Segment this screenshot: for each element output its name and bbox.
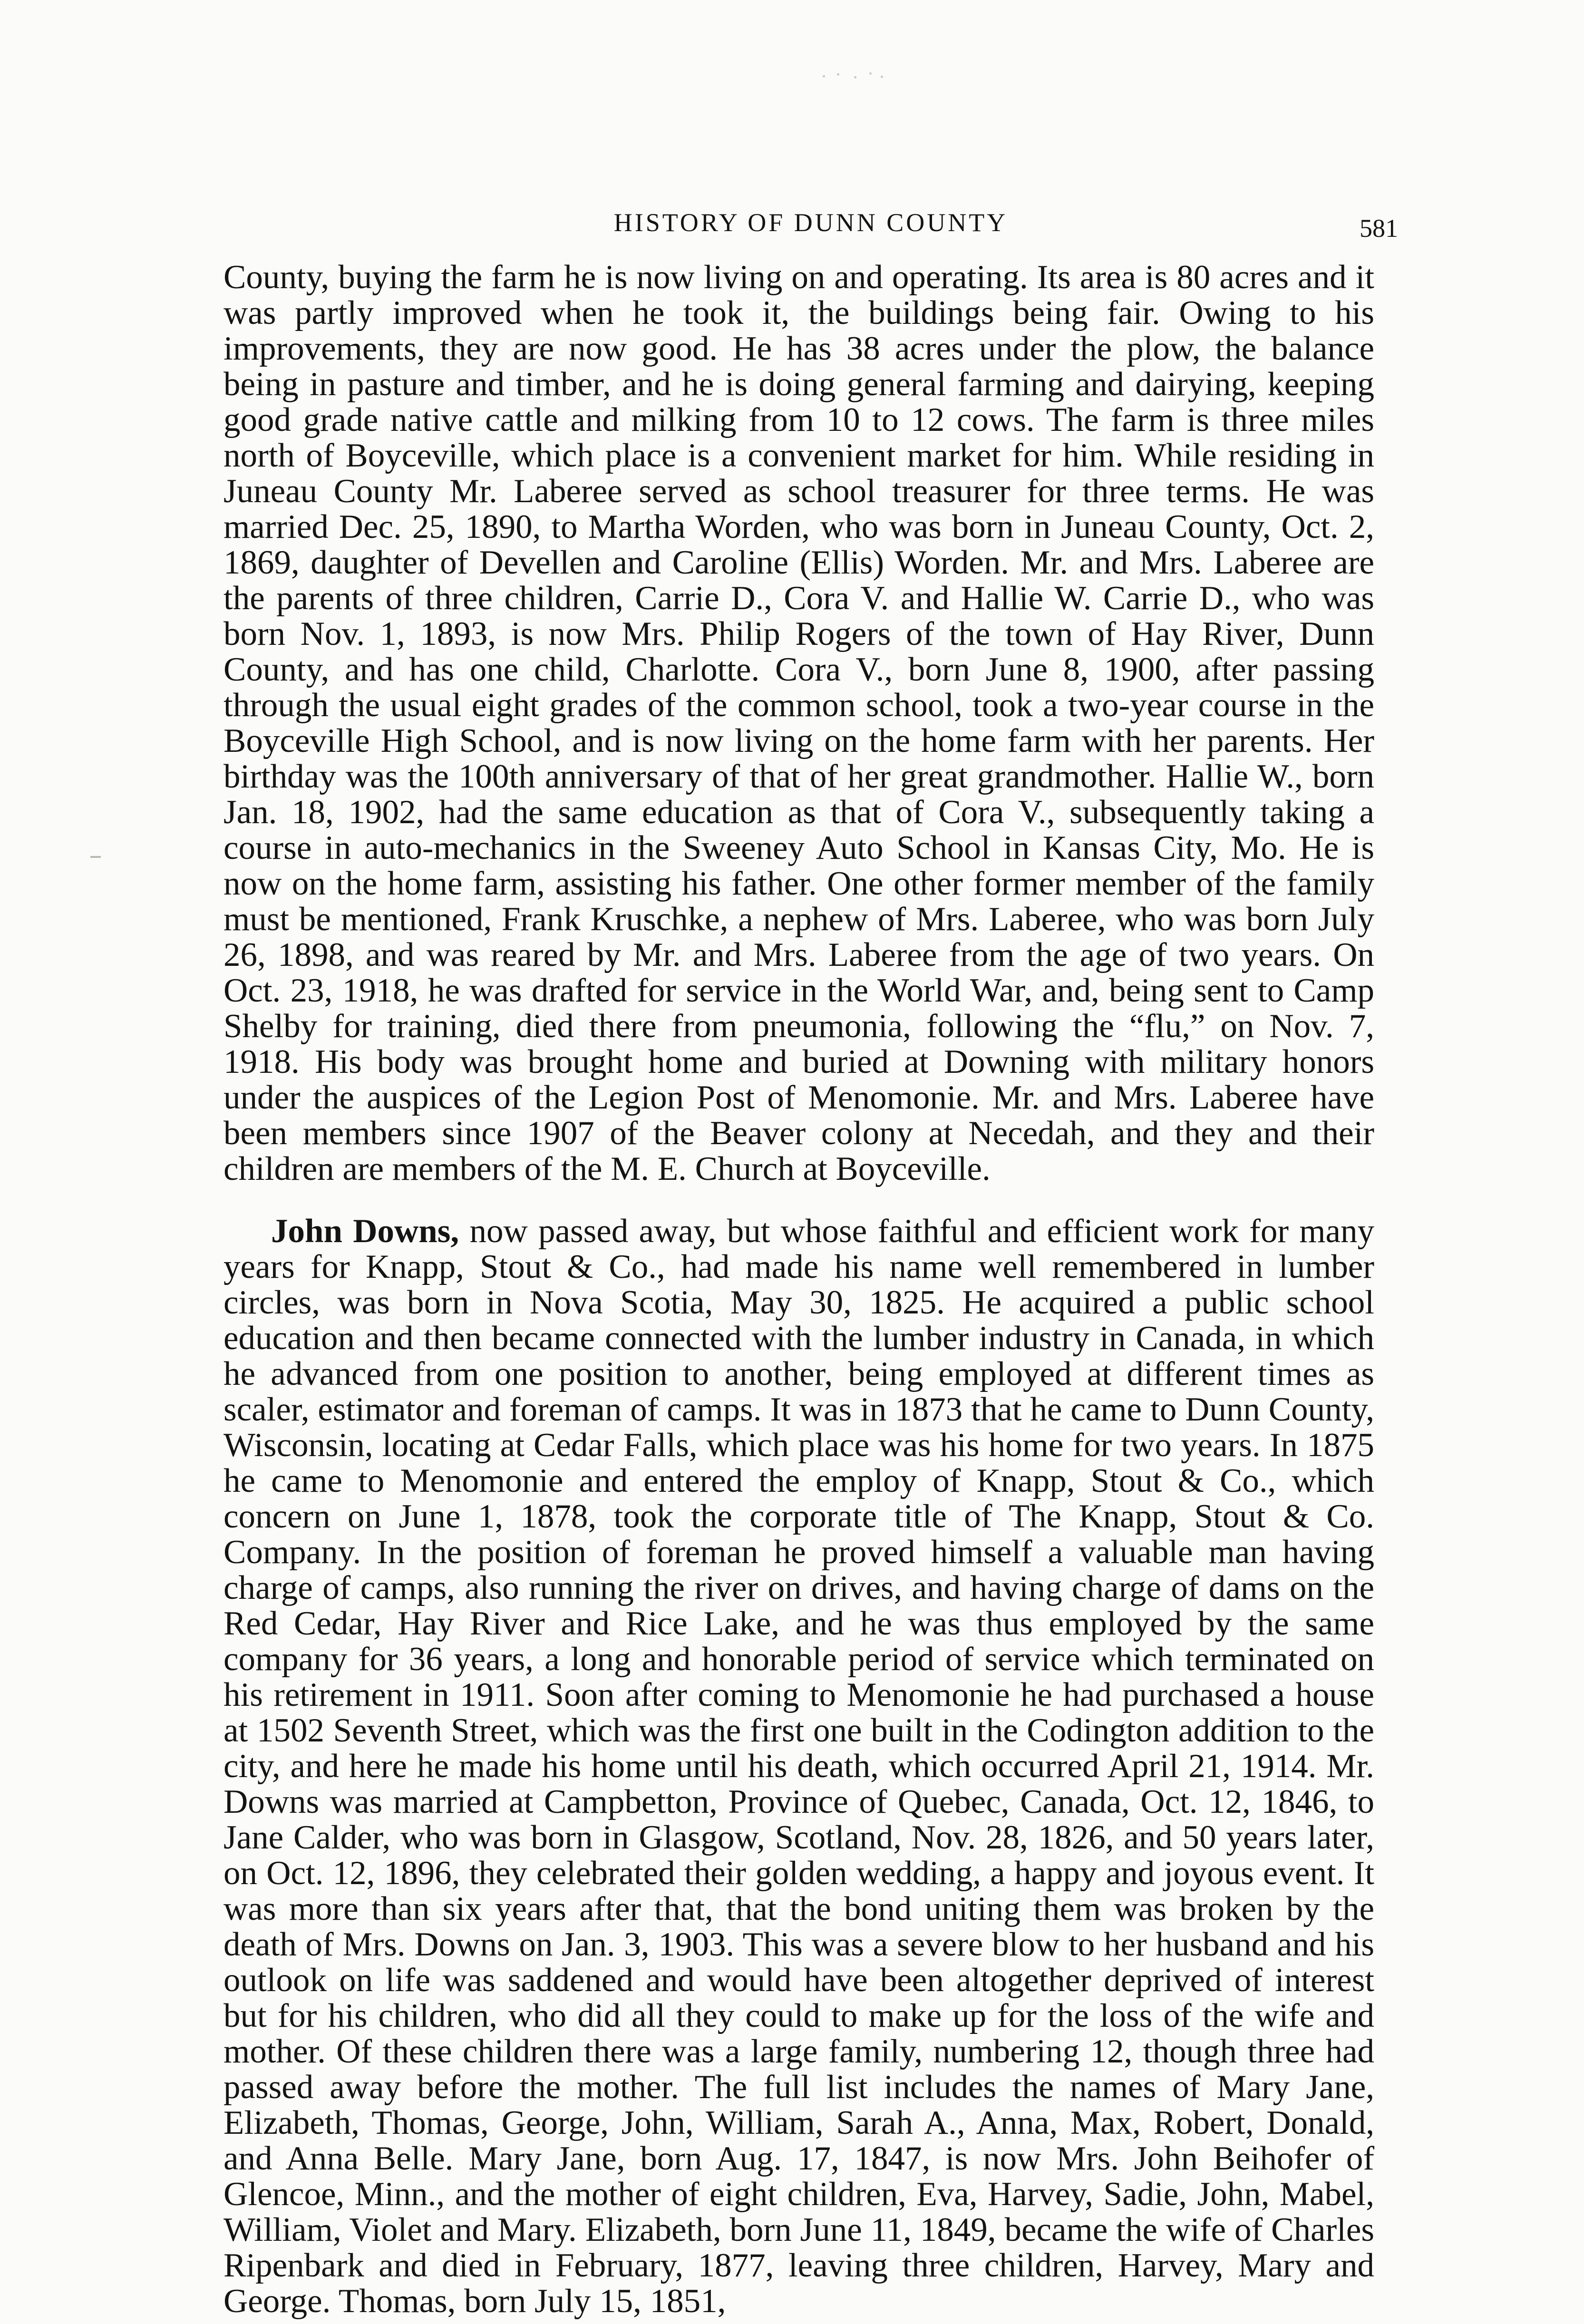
- running-head: [224, 204, 1398, 242]
- biography-entry-john-downs: [224, 1214, 1374, 2319]
- scan-specks-decoration: [823, 71, 884, 81]
- body-text: [224, 260, 1374, 2319]
- entry-subject-name: John Downs,: [271, 1213, 459, 1250]
- margin-scan-mark: [90, 856, 101, 858]
- entry-paragraph-text: now passed away, but whose faithful and efficient work for many years for Knapp, Stout & Co., had made his name well remembered in lumber circles, was born in Nova Scotia, May 30, 1825. He acquired a public school education and then became connected with the lumber industry in Canada, in which he advanced from one position to another, being employed at different times as scaler, estimator and foreman of camps. It was in 1873 that he came to Dunn County, Wisconsin, locating at Cedar Falls, which place was his home for two years. In 1875 he came to Menomonie and entered the employ of Knapp, Stout & Co., which concern on June 1, 1878, took the corporate title of The Knapp, Stout & Co. Company. In the position of foreman he proved himself a valuable man having charge of camps, also running the river on drives, and having charge of dams on the Red Cedar, Hay River and Rice Lake, and he was thus employed by the same company for 36 years, a long and honorable period of service which terminated on his retirement in 1911. Soon after coming to Menomonie he had purchased a house at 1502 Seventh Street, which was the first one built in the Codington addition to the city, and here he made his home until his death, which occurred April 21, 1914. Mr. Downs was married at Campbetton, Province of Quebec, Canada, Oct. 12, 1846, to Jane Calder, who was born in Glasgow, Scotland, Nov. 28, 1826, and 50 years later, on Oct. 12, 1896, they celebrated their golden wedding, a happy and joyous event. It was more than six years after that, that the bond uniting them was broken by the death of Mrs. Downs on Jan. 3, 1903. This was a severe blow to her husband and his outlook on life was saddened and would have been altogether deprived of interest but for his children, who did all they could to make up for the loss of the wife and mother. Of these children there was a large family, numbering 12, though three had passed away before the mother. The full list includes the names of Mary Jane, Elizabeth, Thomas, George, John, William, Sarah A., Anna, Max, Robert, Donald, and Anna Belle. Mary Jane, born Aug. 17, 1847, is now Mrs. John Beihofer of Glencoe, Minn., and the mother of eight children, Eva, Harvey, Sadie, John, Mabel, William, Violet and Mary. Elizabeth, born June 11, 1849, became the wife of Charles Ripenbark and died in February, 1877, leaving three children, Harvey, Mary and George. Thomas, born July 15, 1851,: [224, 1213, 1374, 2320]
- continued-paragraph: County, buying the farm he is now living on and operating. Its area is 80 acres and it was partly improved when he took it, the buildings being fair. Owing to his improvements, they are now good. He has 38 acres under the plow, the balance being in pasture and timber, and he is doing general farming and dairying, keeping good grade native cattle and milking from 10 to 12 cows. The farm is three miles north of Boyceville, which place is a convenient market for him. While residing in Juneau County Mr. Laberee served as school treasurer for three terms. He was married Dec. 25, 1890, to Martha Worden, who was born in Juneau County, Oct. 2, 1869, daughter of Devellen and Caroline (Ellis) Worden. Mr. and Mrs. Laberee are the parents of three children, Carrie D., Cora V. and Hallie W. Carrie D., who was born Nov. 1, 1893, is now Mrs. Philip Rogers of the town of Hay River, Dunn County, and has one child, Charlotte. Cora V., born June 8, 1900, after passing through the usual eight grades of the common school, took a two-year course in the Boyceville High School, and is now living on the home farm with her parents. Her birthday was the 100th anniversary of that of her great grandmother. Hallie W., born Jan. 18, 1902, had the same education as that of Cora V., subsequently taking a course in auto-mechanics in the Sweeney Auto School in Kansas City, Mo. He is now on the home farm, assisting his father. One other former member of the family must be mentioned, Frank Kruschke, a nephew of Mrs. Laberee, who was born July 26, 1898, and was reared by Mr. and Mrs. Laberee from the age of two years. On Oct. 23, 1918, he was drafted for service in the World War, and, being sent to Camp Shelby for training, died there from pneumonia, following the “flu,” on Nov. 7, 1918. His body was brought home and buried at Downing with military honors under the auspices of the Legion Post of Menomonie. Mr. and Mrs. Laberee have been members since 1907 of the Beaver colony at Necedah, and they and their children are members of the M. E. Church at Boyceville.: [224, 259, 1374, 1187]
- page-number: 581: [1360, 214, 1398, 243]
- running-title: HISTORY OF DUNN COUNTY: [613, 208, 1008, 237]
